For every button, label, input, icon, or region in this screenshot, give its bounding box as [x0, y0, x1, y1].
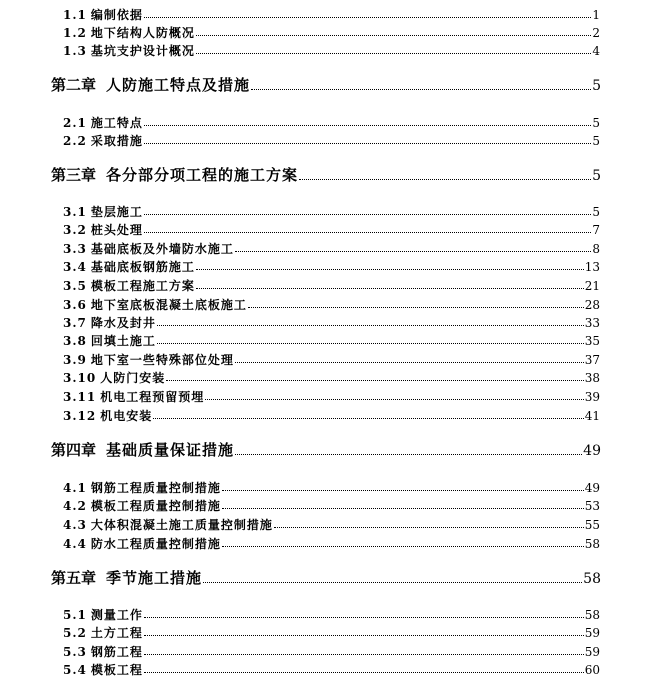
- toc-entry-number: 3.8: [63, 334, 87, 348]
- toc-section-row[interactable]: [63, 27, 600, 39]
- toc-entry-number: 4.4: [63, 537, 87, 551]
- toc-entry-number: 3.5: [63, 279, 87, 293]
- dot-leader: [274, 527, 584, 528]
- toc-entry-number: 第四章: [51, 441, 97, 459]
- toc-entry-title: 采取措施: [90, 134, 143, 148]
- toc-section-row[interactable]: [63, 243, 600, 255]
- dot-leader: [222, 546, 584, 547]
- dot-leader: [248, 307, 584, 308]
- toc-page-number: 5: [592, 168, 601, 184]
- toc-section-row[interactable]: [63, 9, 600, 21]
- toc-section-row[interactable]: [63, 261, 600, 273]
- toc-entry-title: 垫层施工: [90, 205, 143, 219]
- toc-section-row[interactable]: [63, 372, 600, 384]
- dot-leader: [205, 399, 583, 400]
- dot-leader: [235, 454, 582, 455]
- toc-section-row[interactable]: [63, 646, 600, 658]
- dot-leader: [144, 672, 584, 673]
- toc-entry-title: 基坑支护设计概况: [90, 44, 195, 58]
- toc-page-number: 7: [592, 223, 600, 237]
- toc-entry-title: 编制依据: [90, 8, 143, 22]
- dot-leader: [144, 214, 591, 215]
- toc-page-number: 37: [584, 353, 600, 367]
- toc-page-number: 58: [584, 537, 600, 551]
- toc-entry-title: 防水工程质量控制措施: [90, 537, 221, 551]
- dot-leader: [235, 362, 584, 363]
- toc-page-number: 5: [592, 116, 600, 130]
- toc-chapter-row[interactable]: [51, 168, 601, 183]
- toc-entry-title: 基础底板及外墙防水施工: [90, 242, 234, 256]
- toc-page-number: 53: [584, 499, 600, 513]
- toc-page-number: 5: [592, 205, 600, 219]
- dot-leader: [144, 635, 584, 636]
- toc-section-row[interactable]: [63, 299, 600, 311]
- toc-entry-number: 3.2: [63, 223, 87, 237]
- dot-leader: [196, 269, 584, 270]
- toc-page-number: 13: [584, 260, 600, 274]
- toc-entry-title: 大体积混凝土施工质量控制措施: [90, 518, 273, 532]
- toc-entry-number: 第三章: [51, 166, 97, 184]
- toc-section-row[interactable]: [63, 609, 600, 621]
- toc-chapter-row[interactable]: [51, 78, 601, 93]
- dot-leader: [251, 89, 591, 90]
- toc-page-number: 5: [592, 134, 600, 148]
- toc-entry-number: 3.6: [63, 298, 87, 312]
- dot-leader: [153, 418, 583, 419]
- toc-section-row[interactable]: [63, 627, 600, 639]
- toc-page-number: 41: [584, 409, 600, 423]
- toc-entry-number: 4.2: [63, 499, 87, 513]
- toc-section-row[interactable]: [63, 280, 600, 292]
- toc-page-number: 21: [584, 279, 600, 293]
- dot-leader: [203, 582, 582, 583]
- toc-page-number: 33: [584, 316, 600, 330]
- toc-section-row[interactable]: [63, 206, 600, 218]
- toc-entry-number: 2.2: [63, 134, 87, 148]
- toc-section-row[interactable]: [63, 410, 600, 422]
- toc-section-row[interactable]: [63, 519, 600, 531]
- toc-page-number: 39: [584, 390, 600, 404]
- toc-section-row[interactable]: [63, 317, 600, 329]
- toc-entry-number: 第二章: [51, 76, 97, 94]
- toc-entry-number: 3.4: [63, 260, 87, 274]
- toc-section-row[interactable]: [63, 224, 600, 236]
- dot-leader: [222, 508, 584, 509]
- toc-entry-number: 3.10: [63, 371, 97, 385]
- toc-entry-number: 4.3: [63, 518, 87, 532]
- toc-section-row[interactable]: [63, 538, 600, 550]
- toc-section-row[interactable]: [63, 664, 600, 676]
- dot-leader: [299, 179, 591, 180]
- dot-leader: [196, 53, 591, 54]
- toc-entry-number: 3.3: [63, 242, 87, 256]
- toc-chapter-row[interactable]: [51, 571, 601, 586]
- dot-leader: [144, 654, 584, 655]
- toc-entry-number: 3.1: [63, 205, 87, 219]
- toc-entry-title: 人防门安装: [100, 371, 166, 385]
- toc-page-number: 28: [584, 298, 600, 312]
- toc-section-row[interactable]: [63, 135, 600, 147]
- toc-section-row[interactable]: [63, 500, 600, 512]
- toc-entry-number: 3.9: [63, 353, 87, 367]
- toc-page-number: 38: [584, 371, 600, 385]
- toc-entry-title: 机电工程预留预埋: [100, 390, 205, 404]
- dot-leader: [157, 325, 584, 326]
- dot-leader: [222, 490, 584, 491]
- dot-leader: [144, 17, 591, 18]
- dot-leader: [144, 125, 591, 126]
- toc-page-number: 59: [584, 626, 600, 640]
- toc-entry-title: 人防施工特点及措施: [106, 76, 251, 94]
- toc-entry-number: 第五章: [51, 569, 97, 587]
- toc-page-number: 60: [584, 663, 600, 677]
- toc-entry-title: 施工特点: [90, 116, 143, 130]
- toc-entry-number: 3.7: [63, 316, 87, 330]
- toc-page-number: 55: [584, 518, 600, 532]
- toc-page-number: 35: [584, 334, 600, 348]
- toc-page-number: 2: [592, 26, 600, 40]
- toc-entry-title: 模板工程质量控制措施: [90, 499, 221, 513]
- toc-page-number: 1: [592, 8, 600, 22]
- toc-entry-title: 地下结构人防概况: [90, 26, 195, 40]
- toc-entry-title: 地下室一些特殊部位处理: [90, 353, 234, 367]
- toc-entry-number: 4.1: [63, 481, 87, 495]
- toc-entry-title: 机电安装: [100, 409, 153, 423]
- toc-section-row[interactable]: [63, 45, 600, 57]
- toc-entry-title: 钢筋工程: [90, 645, 143, 659]
- toc-entry-number: 5.3: [63, 645, 87, 659]
- dot-leader: [144, 143, 591, 144]
- toc-entry-number: 5.1: [63, 608, 87, 622]
- toc-entry-title: 基础底板钢筋施工: [90, 260, 195, 274]
- toc-section-row[interactable]: [63, 482, 600, 494]
- toc-entry-number: 1.2: [63, 26, 87, 40]
- toc-section-row[interactable]: [63, 391, 600, 403]
- toc-entry-title: 钢筋工程质量控制措施: [90, 481, 221, 495]
- toc-page-number: 4: [592, 44, 600, 58]
- toc-entry-title: 模板工程施工方案: [90, 279, 195, 293]
- dot-leader: [144, 617, 584, 618]
- toc-page-number: 58: [583, 571, 601, 587]
- toc-chapter-row[interactable]: [51, 443, 601, 458]
- toc-section-row[interactable]: [63, 117, 600, 129]
- toc-entry-title: 回填土施工: [90, 334, 156, 348]
- dot-leader: [235, 251, 591, 252]
- toc-entry-title: 基础质量保证措施: [106, 441, 235, 459]
- toc-entry-number: 3.12: [63, 409, 97, 423]
- toc-entry-number: 3.11: [63, 390, 97, 404]
- toc-page-number: 59: [584, 645, 600, 659]
- dot-leader: [144, 232, 591, 233]
- toc-entry-number: 5.4: [63, 663, 87, 677]
- dot-leader: [196, 35, 591, 36]
- toc-entry-title: 桩头处理: [90, 223, 143, 237]
- dot-leader: [196, 288, 584, 289]
- dot-leader: [166, 380, 583, 381]
- toc-entry-number: 5.2: [63, 626, 87, 640]
- toc-page-number: 8: [592, 242, 600, 256]
- toc-entry-title: 地下室底板混凝土底板施工: [90, 298, 247, 312]
- toc-entry-title: 测量工作: [90, 608, 143, 622]
- dot-leader: [157, 343, 584, 344]
- toc-section-row[interactable]: [63, 354, 600, 366]
- toc-entry-title: 土方工程: [90, 626, 143, 640]
- toc-entry-number: 1.1: [63, 8, 87, 22]
- toc-page-number: 5: [592, 78, 601, 94]
- toc-section-row[interactable]: [63, 335, 600, 347]
- toc-entry-title: 季节施工措施: [106, 569, 203, 587]
- toc-page-number: 49: [584, 481, 600, 495]
- toc-entry-number: 1.3: [63, 44, 87, 58]
- toc-page-number: 58: [584, 608, 600, 622]
- toc-entry-title: 降水及封井: [90, 316, 156, 330]
- toc-entry-title: 模板工程: [90, 663, 143, 677]
- toc-page-number: 49: [583, 443, 601, 459]
- toc-entry-number: 2.1: [63, 116, 87, 130]
- toc-entry-title: 各分部分项工程的施工方案: [106, 166, 299, 184]
